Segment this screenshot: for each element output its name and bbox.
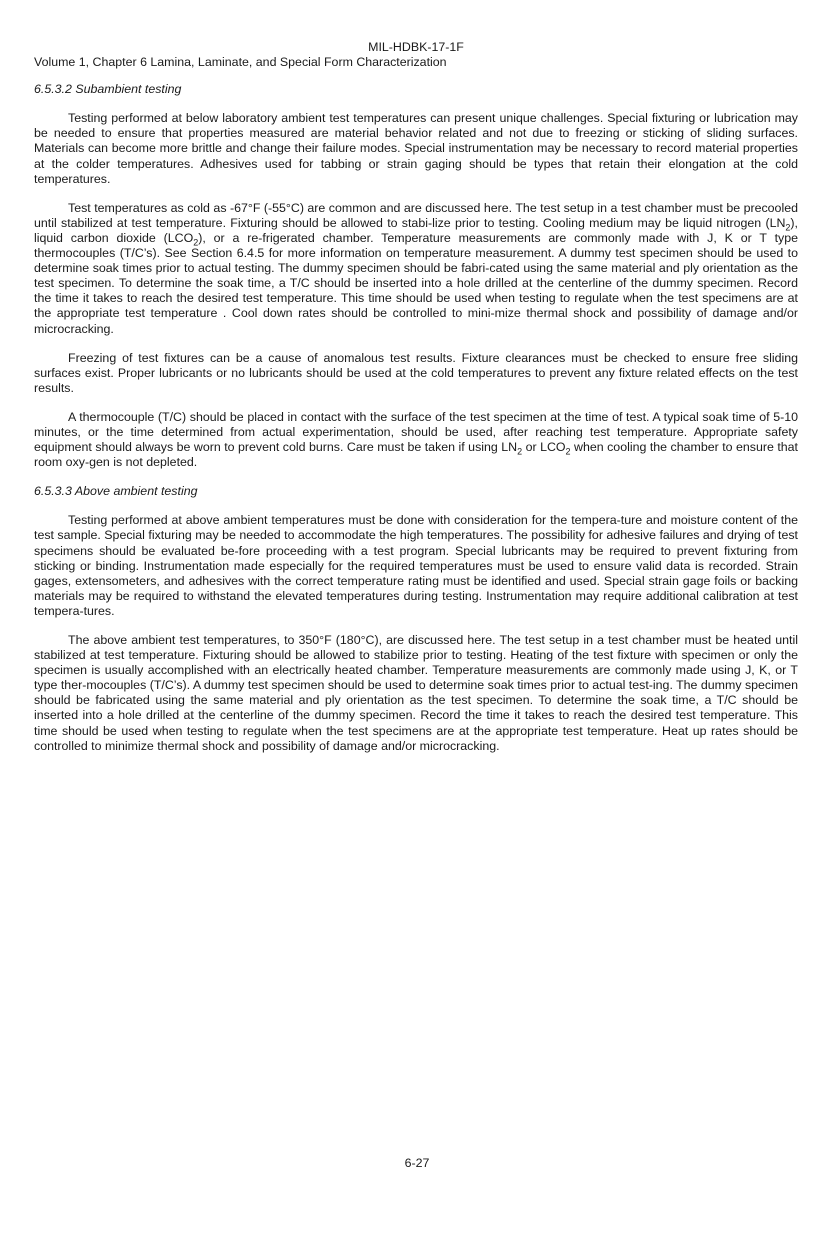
section-heading: 6.5.3.3 Above ambient testing	[34, 484, 198, 499]
body-paragraph	[34, 351, 798, 396]
section-heading: 6.5.3.2 Subambient testing	[34, 82, 182, 97]
subscript-text: 2	[193, 237, 199, 248]
body-paragraph	[34, 201, 798, 337]
paragraph-text: Test temperatures as cold as -67°F (-55°C) are common and are discussed here. The test setup in a test chamber must be precooled until stabilized at test temperature. Fixturing should be allowed to stabi-lize prior to testing. Cooling medium may be liquid nitrogen (LN	[34, 200, 798, 230]
subscript-text: 2	[785, 222, 791, 233]
body-paragraph	[34, 633, 798, 754]
subscript-text: 2	[517, 446, 523, 457]
paragraph-text: A thermocouple (T/C) should be placed in contact with the surface of the test specimen at the time of test. A typical soak time of 5-10 minutes, or the time determined from actual experimentation, should be used, after reaching test temperature. Appropriate safety equipment should always be worn to prevent cold burns. Care must be taken if using LN	[34, 409, 798, 455]
document-page	[34, 40, 798, 768]
page-number: 6-27	[404, 1156, 430, 1170]
paragraph-text: Testing performed at below laboratory ambient test temperatures can present unique challenges. Special fixturing or lubrication may be needed to ensure that properties measured are material behavior related and not due to freezing or sticking of sliding surfaces. Materials can become more brittle and change their failure modes. Special instrumentation may be necessary to record material properties at the colder temperatures. Adhesives used for tabbing or strain gaging should be types that retain their elongation at the cold temperatures.	[34, 111, 798, 186]
paragraph-text: or LCO	[522, 440, 566, 455]
paragraph-text: when cooling the chamber to ensure that room oxy-gen is not depleted.	[34, 440, 798, 470]
document-body	[34, 82, 798, 754]
paragraph-text: ), liquid carbon dioxide (LCO	[34, 215, 798, 245]
paragraph-text: Freezing of test fixtures can be a cause of anomalous test results. Fixture clearances must be checked to ensure free sliding surfaces exist. Proper lubricants or no lubricants should be used at the cold temperatures to prevent any fixture related effects on the test results.	[34, 350, 798, 395]
body-paragraph	[34, 513, 798, 619]
paragraph-text: Testing performed at above ambient temperatures must be done with consideration for the tempera-ture and moisture content of the test sample. Special fixturing may be needed to accommodate the high temperatures. The possibility for adhesive failures and drying of test specimens should be evaluated be-fore proceeding with a test program. Special lubricants may be required to prevent fixturing from sticking or binding. Instrumentation made especially for the required temperatures must be used to ensure valid data is recorded. Strain gages, extensometers, and adhesives with the correct temperature rating must be identified and used. Special strain gage foils or backing materials may be required to withstand the elevated temperatures during testing. Instrumentation may require additional calibration at test tempera-tures.	[34, 513, 798, 618]
document-id: MIL-HDBK-17-1F	[368, 40, 464, 54]
subscript-text: 2	[565, 446, 571, 457]
body-paragraph	[34, 410, 798, 470]
body-paragraph	[34, 111, 798, 186]
paragraph-text: The above ambient test temperatures, to 350°F (180°C), are discussed here. The test setup in a test chamber must be heated until stabilized at test temperature. Fixturing should be allowed to stabilize prior to testing. Heating of the test fixture with specimen or only the specimen is usually accomplished with an electrically heated chamber. Temperature measurements are commonly made using J, K, or T type ther-mocouples (T/C’s). A dummy test specimen should be used to determine soak times prior to actual test-ing. The dummy specimen should be fabricated using the same material and ply orientation as the test specimen. To determine the soak time, a T/C should be inserted into a hole drilled at the centerline of the dummy specimen. Record the time it takes to reach the desired test temperature. This time should be used when testing to regulate when the test specimens are at the appropriate test temperature. Heat up rates should be controlled to minimize thermal shock and possibility of damage and/or microcracking.	[34, 633, 798, 753]
paragraph-text: ), or a re-frigerated chamber. Temperature measurements are commonly made with J, K or T type thermocouples (T/C’s). See Section 6.4.5 for more information on temperature measurement. A dummy test specimen should be used to determine soak times prior to actual testing. The dummy specimen should be fabri-cated using the same material and ply orientation as the test specimen. To determine the soak time, a T/C should be inserted into a hole drilled at the centerline of the dummy specimen. Record the time it takes to reach the desired test temperature. This time should be used when testing to regulate when the test specimens are at the appropriate test temperature . Cool down rates should be controlled to mini-mize thermal shock and possibility of damage and/or microcracking.	[34, 230, 799, 336]
volume-chapter-line: Volume 1, Chapter 6 Lamina, Laminate, and Special Form Characterization	[34, 55, 447, 70]
